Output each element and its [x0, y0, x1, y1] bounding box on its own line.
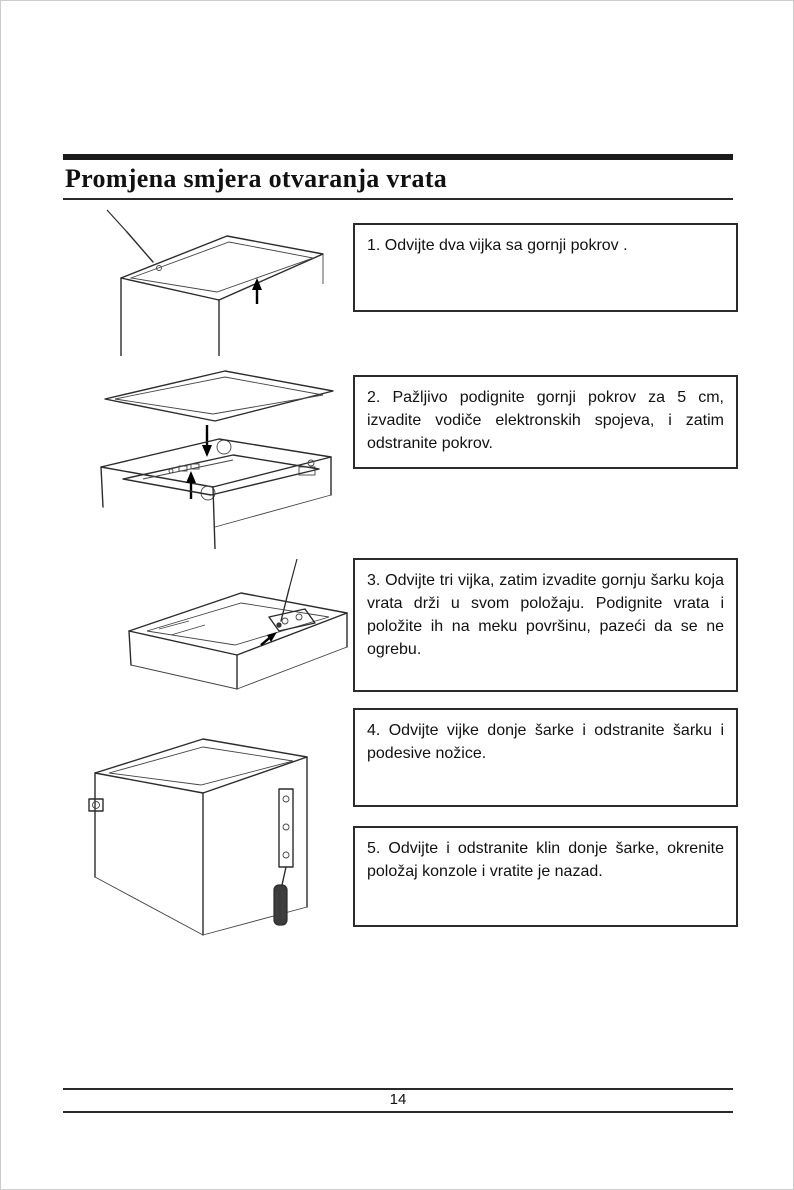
screwdriver-handle-icon — [274, 885, 287, 925]
button-icon — [169, 469, 173, 473]
footer-rule-bottom — [63, 1111, 733, 1113]
step-2-text: 2. Pažljivo podignite gornji pokrov za 5 cm, izvadite vodiče elektronskih spojeva, i zatim odstranite pokrov. — [367, 389, 724, 452]
page-title: Promjena smjera otvaranja vrata — [65, 164, 448, 193]
hinge-screw-icon — [283, 796, 289, 802]
cabinet-bottom-right — [203, 907, 307, 935]
step-4-text: 4. Odvijte vijke donje šarke i odstranite šarku i podesive nožice. — [367, 722, 724, 762]
arrow-up-head-icon — [186, 471, 196, 483]
step-4-instruction-box — [353, 708, 738, 807]
step-5-instruction-box — [353, 826, 738, 927]
control-panel-line — [143, 460, 233, 479]
screwdriver-shaft-icon — [127, 232, 153, 262]
cabinet-top-rim-inner — [109, 747, 293, 785]
step-3-illustration — [119, 553, 354, 705]
hinge-screw-icon — [296, 614, 302, 620]
title-rule-top — [63, 154, 733, 160]
step-5-text: 5. Odvijte i odstranite klin donje šarke, okrenite položaj konzole i vratite je nazad. — [367, 840, 724, 880]
title-rule-bottom — [63, 198, 733, 200]
cabinet-bottom-left — [95, 877, 203, 935]
lifted-cover-inner — [115, 377, 323, 414]
screwdriver-handle-icon — [107, 210, 127, 232]
footer-rule-top — [63, 1088, 733, 1090]
hinge-screw-icon — [283, 852, 289, 858]
arrow-down-head-icon — [202, 445, 212, 457]
fridge-top-inner-edge — [131, 242, 313, 292]
control-panel — [123, 455, 319, 495]
step-3-instruction-box — [353, 558, 738, 692]
step-2-illustration — [83, 367, 338, 549]
step-3-text: 3. Odvijte tri vijka, zatim izvadite gornju šarku koja vrata drži u svom položaju. Podignite vrata i položite ih na meku površinu, pazeći da se ne ogrebu. — [367, 572, 724, 658]
rim-detail-line — [171, 625, 205, 635]
cabinet-bottom-front — [131, 665, 237, 689]
hinge-screw-icon — [282, 618, 288, 624]
hinge-rail — [279, 789, 293, 867]
cabinet-front-edge — [213, 487, 215, 549]
page-number: 14 — [389, 1091, 407, 1108]
step-1-illustration — [89, 206, 334, 356]
rim-detail-line — [159, 621, 189, 629]
cabinet-bottom-edge — [215, 495, 331, 527]
cabinet-top-rim — [101, 439, 331, 487]
hinge-screw-icon — [283, 824, 289, 830]
callout-2-icon — [217, 440, 231, 454]
cabinet-bottom-right — [237, 647, 347, 689]
screwdriver-shaft-icon — [281, 589, 289, 621]
cabinet-left-edge — [101, 467, 103, 507]
step-1-instruction-box — [353, 223, 738, 312]
step-4-illustration — [81, 727, 316, 939]
hinge-screw-icon — [93, 802, 100, 809]
screwdriver-shaft-icon — [282, 867, 286, 885]
screwdriver-handle-icon — [289, 559, 297, 589]
hinge-pin-icon — [277, 623, 281, 627]
step-1-text: 1. Odvijte dva vijka sa gornji pokrov . — [367, 237, 628, 254]
step-2-instruction-box — [353, 375, 738, 469]
cabinet-top-rim — [129, 593, 347, 655]
lower-hinge-bracket — [89, 799, 103, 811]
cabinet-left-edge — [129, 631, 131, 665]
